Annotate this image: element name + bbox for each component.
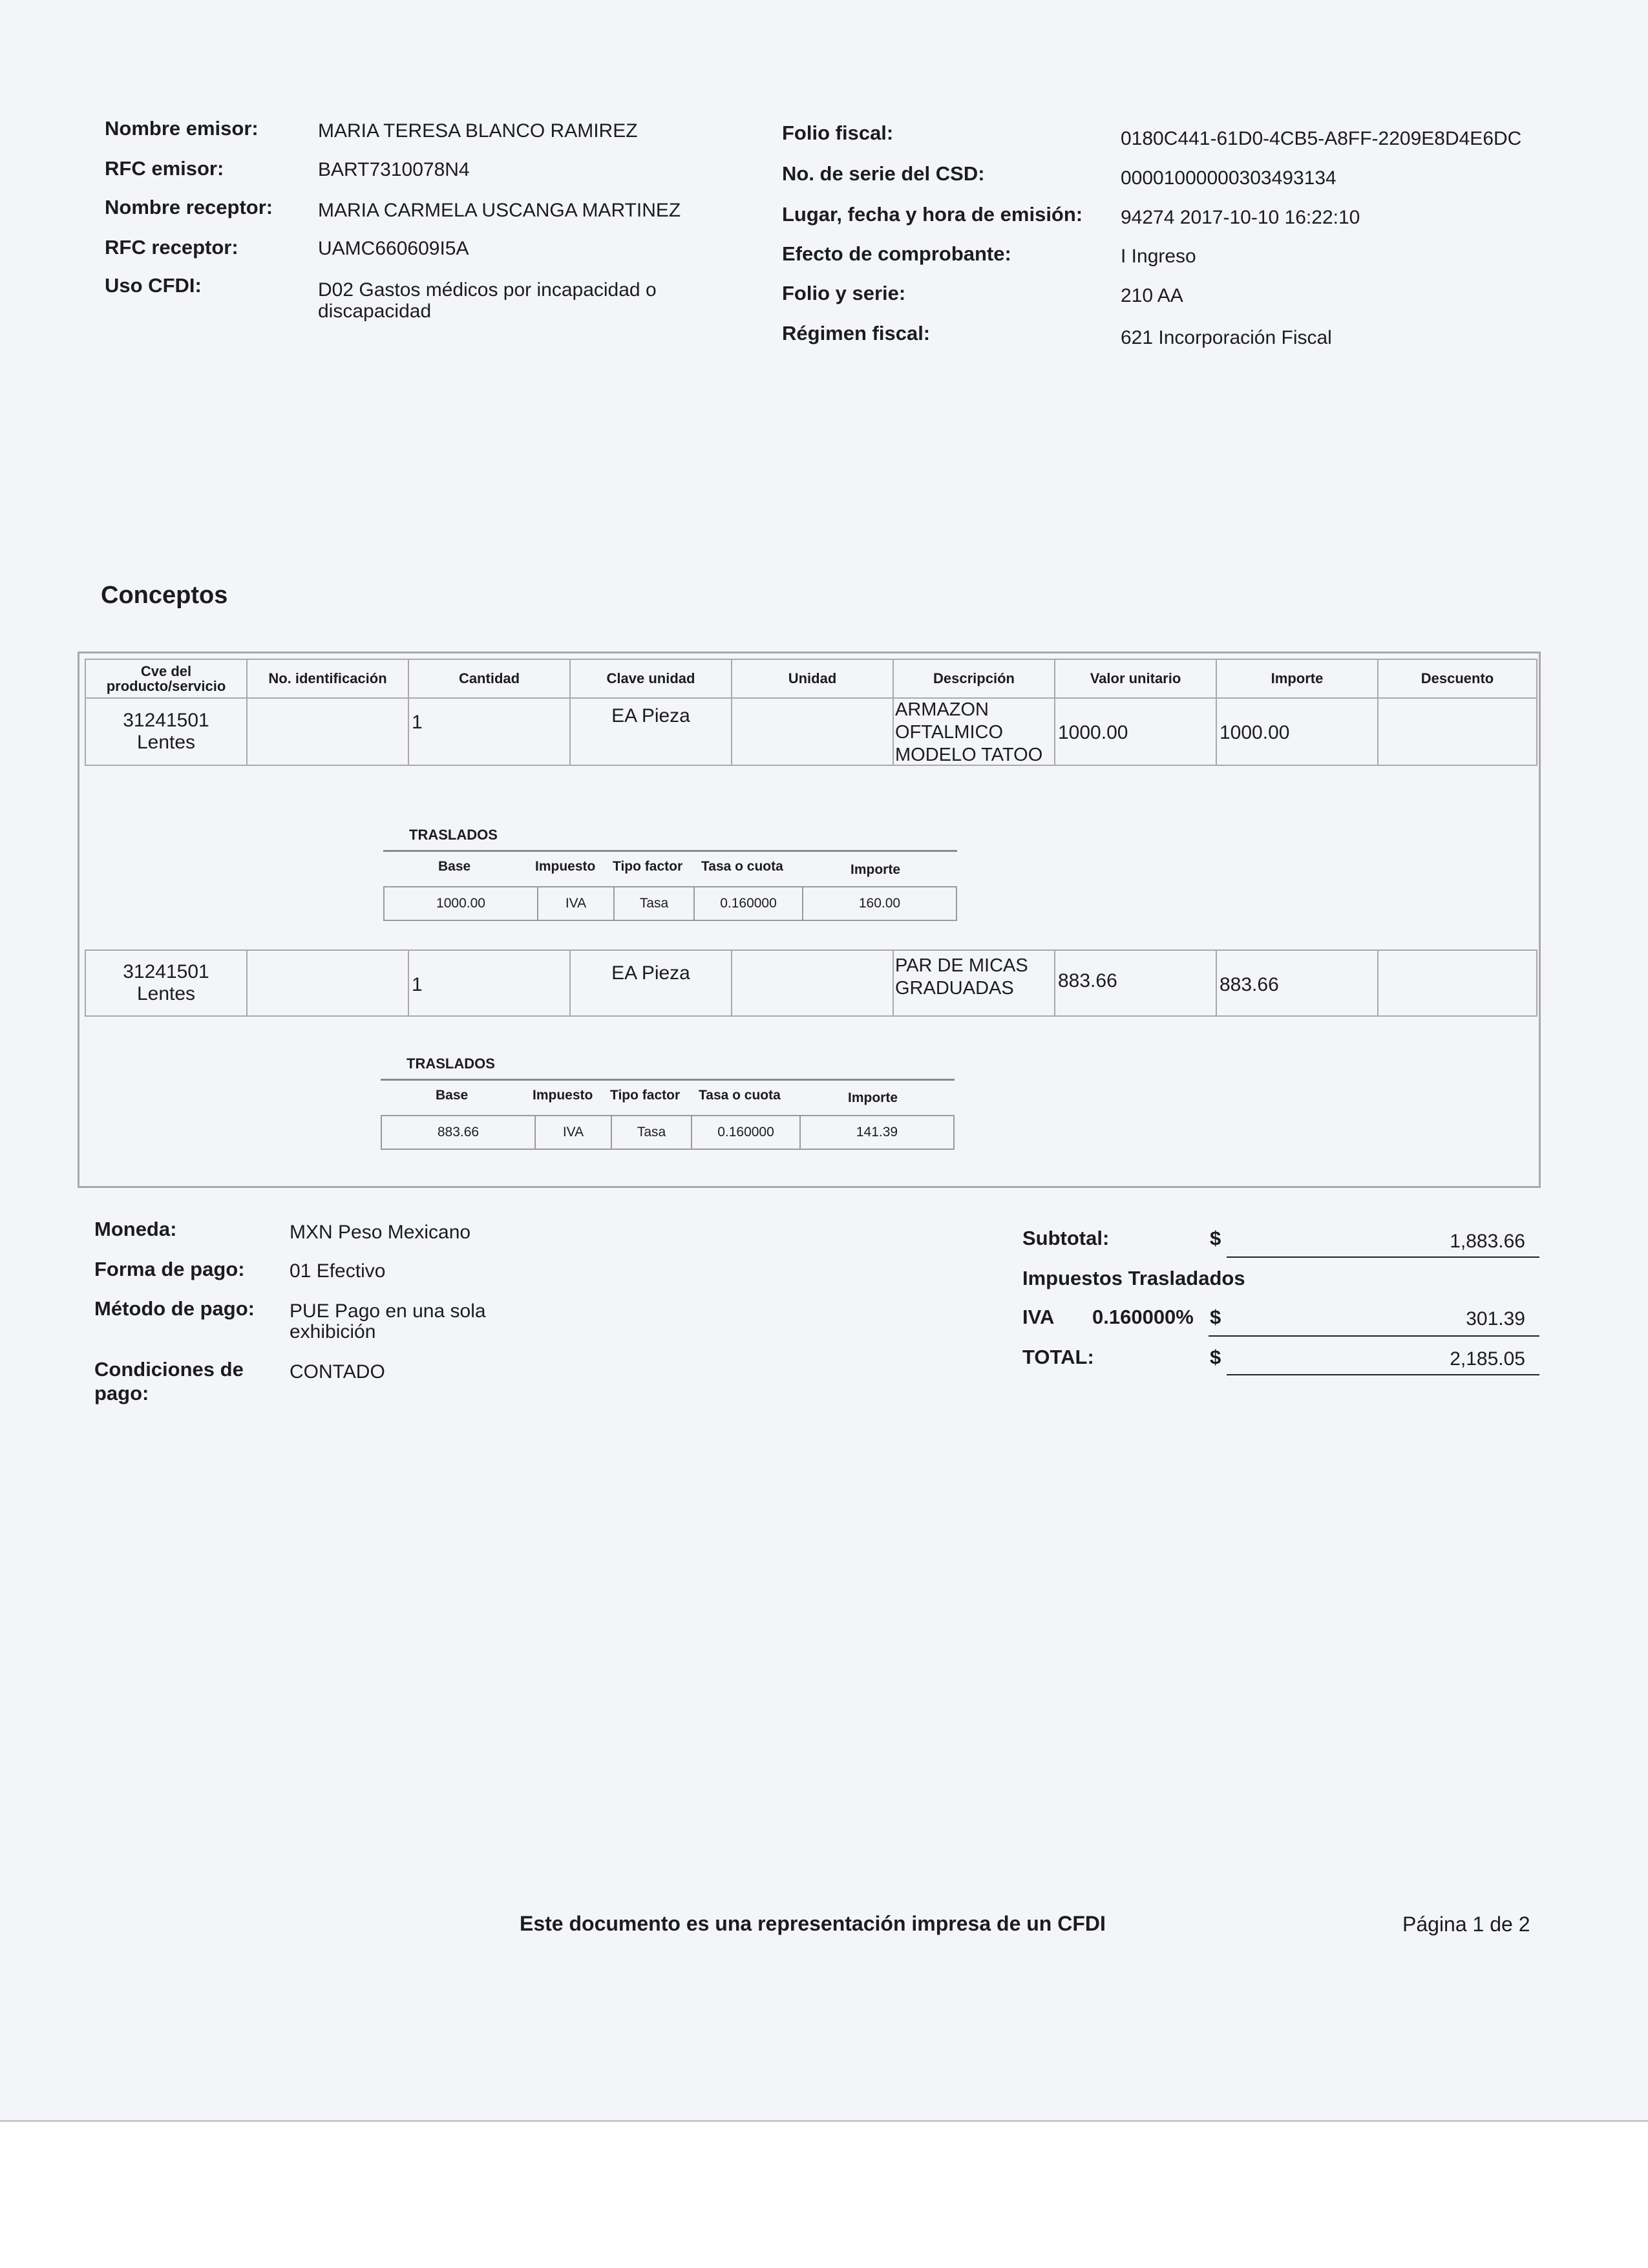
scan-bottom-margin [0,2122,1648,2268]
value-metodo-pago-line2: exhibición [290,1321,376,1342]
desc-line: GRADUADAS [895,977,1014,999]
label-total: TOTAL: [1022,1346,1094,1368]
label-rfc-receptor: RFC receptor: [105,236,238,259]
value-uso-cfdi-line2: discapacidad [318,301,432,322]
th-base: Base [438,859,471,874]
th-valor-unitario: Valor unitario [1054,659,1217,699]
traslados-title: TRASLADOS [409,827,498,843]
item-unidad [731,949,894,1017]
total-underline [1227,1374,1539,1375]
value-uso-cfdi: D02 Gastos médicos por incapacidad o [318,279,657,301]
value-lugar-fecha: 94274 2017-10-10 16:22:10 [1121,207,1360,228]
label-regimen: Régimen fiscal: [782,322,931,344]
th-descuento: Descuento [1377,659,1537,699]
label-condiciones: Condiciones de [94,1358,244,1381]
item-valor-unitario: 1000.00 [1054,697,1217,766]
desc-line: MODELO TATOO [895,744,1043,765]
label-moneda: Moneda: [94,1218,177,1240]
item-unidad [731,697,894,766]
desc-line: PAR DE MICAS [895,955,1028,976]
th-clave-unidad: Clave unidad [569,659,732,699]
th-tasa: Tasa o cuota [701,859,783,874]
conceptos-title: Conceptos [101,582,228,609]
value-total: 2,185.05 [1450,1348,1525,1370]
label-folio-serie: Folio y serie: [782,282,906,304]
label-impuestos-trasladados: Impuestos Trasladados [1022,1267,1245,1289]
label-serie-csd: No. de serie del CSD: [782,162,985,185]
iva-underline [1209,1335,1539,1337]
tax-impuesto: IVA [537,886,615,921]
item-cve-code: 31241501 [123,709,209,731]
value-subtotal: 1,883.66 [1450,1231,1525,1252]
label-folio-fiscal: Folio fiscal: [782,122,894,144]
value-regimen: 621 Incorporación Fiscal [1121,327,1332,348]
item-descuento [1377,697,1537,766]
item-noid [246,949,409,1017]
item-cve-name: Lentes [136,983,196,1004]
item-cve-cell [85,697,248,766]
iva-rate: 0.160000% [1092,1306,1194,1328]
label-lugar-fecha: Lugar, fecha y hora de emisión: [782,203,1083,226]
traslados-divider [383,850,957,852]
item-descripcion [893,949,1055,1017]
th-noid: No. identificación [246,659,409,699]
item-importe: 883.66 [1216,949,1379,1017]
item-descuento [1377,949,1537,1017]
label-condiciones-line2: pago: [94,1382,149,1404]
value-forma-pago: 01 Efectivo [290,1260,386,1282]
label-forma-pago: Forma de pago: [94,1258,245,1280]
item-importe: 1000.00 [1216,697,1379,766]
total-currency: $ [1210,1346,1221,1368]
th-descripcion: Descripción [893,659,1055,699]
value-folio-fiscal: 0180C441-61D0-4CB5-A8FF-2209E8D4E6DC [1121,128,1522,149]
subtotal-underline [1227,1256,1539,1258]
th-cve: Cve del producto/servicio [85,659,248,699]
tax-impuesto: IVA [534,1115,612,1150]
value-folio-serie: 210 AA [1121,285,1183,306]
label-uso-cfdi: Uso CFDI: [105,274,202,297]
th-tipo-factor: Tipo factor [610,1088,681,1103]
tax-tasa: 0.160000 [691,1115,801,1150]
label-subtotal: Subtotal: [1022,1227,1110,1249]
item-cve-code: 31241501 [123,960,209,982]
th-importe: Importe [1216,659,1379,699]
item-cantidad: 1 [408,949,571,1017]
th-impuesto: Impuesto [533,1088,593,1103]
value-efecto: I Ingreso [1121,246,1196,267]
item-valor-unitario: 883.66 [1054,949,1217,1017]
item-cantidad: 1 [408,697,571,766]
th-unidad: Unidad [731,659,894,699]
label-iva: IVA [1022,1306,1055,1328]
tax-tipo-factor: Tasa [613,886,695,921]
label-rfc-emisor: RFC emisor: [105,157,224,180]
tax-base: 883.66 [381,1115,536,1150]
th-tax-importe: Importe [850,862,901,877]
value-metodo-pago: PUE Pago en una sola [290,1300,486,1322]
page-number: Página 1 de 2 [1402,1913,1530,1936]
tax-base: 1000.00 [383,886,538,921]
value-rfc-receptor: UAMC660609I5A [318,238,469,259]
value-condiciones: CONTADO [290,1361,385,1383]
th-tipo-factor: Tipo factor [613,859,683,874]
label-metodo-pago: Método de pago: [94,1297,255,1320]
tax-importe: 160.00 [802,886,957,921]
traslados-divider [381,1079,955,1081]
item-descripcion [893,697,1055,766]
value-iva: 301.39 [1466,1308,1525,1330]
value-nombre-receptor: MARIA CARMELA USCANGA MARTINEZ [318,200,681,221]
label-efecto: Efecto de comprobante: [782,242,1011,265]
th-cantidad: Cantidad [408,659,571,699]
item-cve-name: Lentes [136,732,196,753]
traslados-title: TRASLADOS [407,1055,495,1072]
value-nombre-emisor: MARIA TERESA BLANCO RAMIREZ [318,120,638,142]
tax-tipo-factor: Tasa [611,1115,692,1150]
item-clave-unidad: EA Pieza [569,949,732,1017]
desc-line: OFTALMICO [895,721,1004,743]
label-nombre-receptor: Nombre receptor: [105,196,273,218]
value-rfc-emisor: BART7310078N4 [318,159,470,180]
value-serie-csd: 00001000000303493134 [1121,167,1336,189]
item-noid [246,697,409,766]
footer-note: Este documento es una representación impresa de un CFDI [520,1912,1106,1935]
th-impuesto: Impuesto [535,859,596,874]
concepts-table [78,652,1541,1188]
value-moneda: MXN Peso Mexicano [290,1222,471,1243]
tax-importe: 141.39 [799,1115,955,1150]
iva-currency: $ [1210,1306,1221,1328]
th-tasa: Tasa o cuota [699,1088,781,1103]
th-base: Base [436,1088,469,1103]
item-cve-cell [85,949,248,1017]
label-nombre-emisor: Nombre emisor: [105,117,259,140]
subtotal-currency: $ [1210,1227,1221,1249]
desc-line: ARMAZON [895,699,989,720]
tax-tasa: 0.160000 [693,886,803,921]
item-clave-unidad: EA Pieza [569,697,732,766]
th-tax-importe: Importe [848,1090,898,1105]
